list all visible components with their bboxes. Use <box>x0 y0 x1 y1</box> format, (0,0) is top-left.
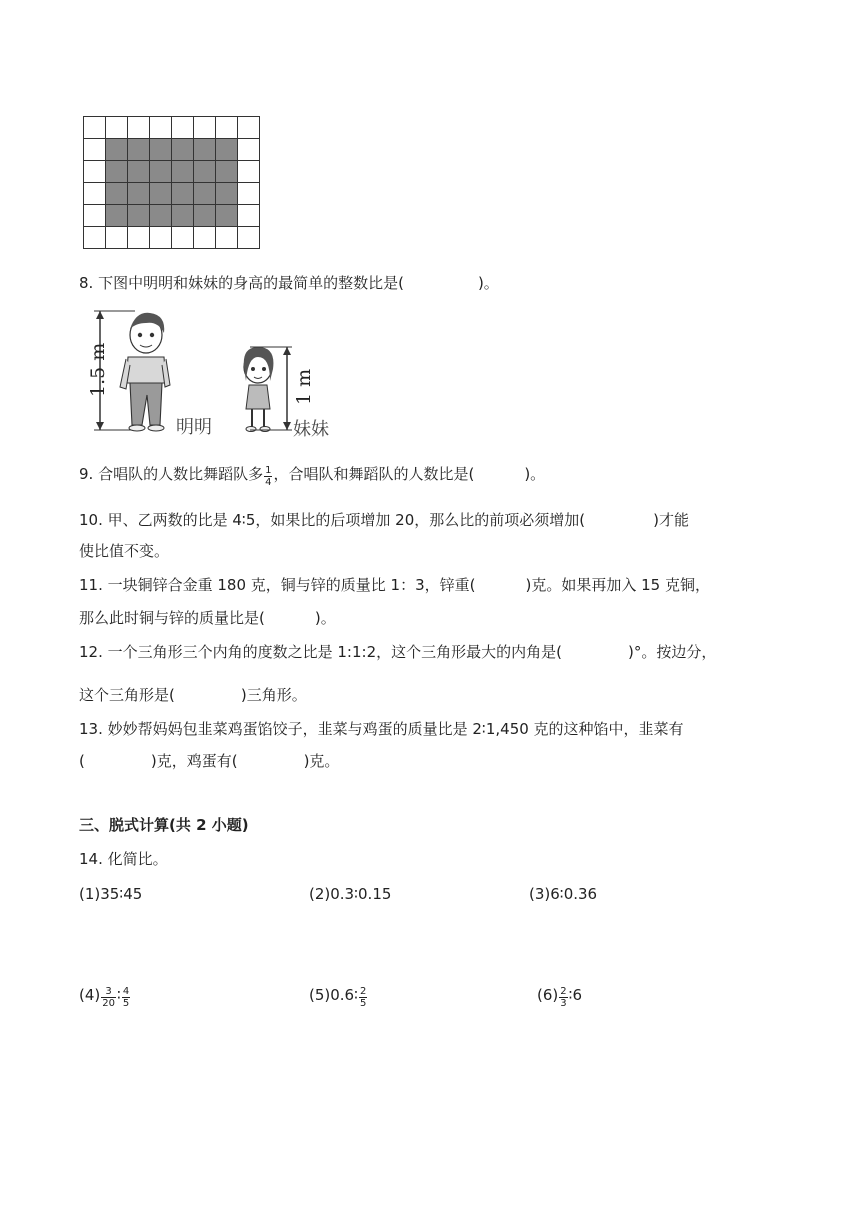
grid-cell <box>238 205 260 227</box>
grid-figure <box>83 116 260 250</box>
grid-cell-shaded <box>194 161 216 183</box>
q14-part-3: (3)6∶0.36 <box>529 885 598 903</box>
boy-illustration <box>120 313 170 431</box>
grid-cell-shaded <box>106 183 128 205</box>
q9-text-2: ，合唱队和舞蹈队的人数比是( <box>273 465 475 483</box>
q14-p6-rest: ∶6 <box>568 986 583 1004</box>
q14-p6-label: (6) <box>537 986 559 1004</box>
q8-end: )。 <box>477 274 499 292</box>
q11-line-2-end: )。 <box>314 609 336 627</box>
q14-p6-den: 3 <box>560 997 567 1009</box>
q14-p5-frac <box>359 986 367 1009</box>
q14-p5-den: 5 <box>360 997 367 1009</box>
question-12-line-1 <box>79 641 716 663</box>
q10-line-2: 使比值不变。 <box>79 542 170 560</box>
question-13-line-1 <box>79 718 684 740</box>
q14-p4-frac-a <box>101 986 116 1009</box>
grid-cell-shaded <box>172 161 194 183</box>
question-10-line-2 <box>79 540 169 562</box>
q14-part-6 <box>537 984 582 1009</box>
grid-cell <box>194 227 216 249</box>
q14-part-2: (2)0.3∶0.15 <box>309 885 392 903</box>
question-8 <box>79 272 499 294</box>
question-11-line-1 <box>79 574 710 596</box>
grid-cell-shaded <box>172 205 194 227</box>
grid-cell-shaded <box>216 161 238 183</box>
grid-cell-shaded <box>216 139 238 161</box>
q14-p4-a-den: 20 <box>102 997 115 1009</box>
q12-text-end: )°。按边分， <box>627 643 717 661</box>
grid-cell-shaded <box>106 205 128 227</box>
q14-part-1: (1)35∶45 <box>79 885 143 903</box>
q9-frac-den: 4 <box>265 476 272 488</box>
grid-cell <box>84 161 106 183</box>
q8-text: 8. 下图中明明和妹妹的身高的最简单的整数比是( <box>79 274 404 292</box>
question-9 <box>79 463 545 488</box>
q12-line-2-end: )三角形。 <box>240 686 307 704</box>
grid-cell-shaded <box>150 161 172 183</box>
grid-cell <box>106 117 128 139</box>
grid-cell <box>238 227 260 249</box>
grid-cell <box>84 227 106 249</box>
grid-cell-shaded <box>106 161 128 183</box>
grid-cell <box>216 117 238 139</box>
grid-cell-shaded <box>128 161 150 183</box>
grid-cell-shaded <box>216 205 238 227</box>
grid-cell <box>106 227 128 249</box>
boy-height-label: 1.5 m <box>87 342 109 397</box>
grid-cell <box>238 117 260 139</box>
grid-cell <box>84 205 106 227</box>
height-figure <box>80 305 350 440</box>
question-13-line-2 <box>79 750 339 772</box>
grid-cell <box>84 117 106 139</box>
question-12-line-2 <box>79 684 307 706</box>
q14-part-4 <box>79 984 131 1009</box>
grid-cell <box>238 183 260 205</box>
grid-cell-shaded <box>172 139 194 161</box>
q9-end: )。 <box>524 465 546 483</box>
q11-text: 11. 一块铜锌合金重 180 克，铜与锌的质量比 1：3，锌重( <box>79 576 476 594</box>
q14-p5-label: (5)0.6∶ <box>309 986 359 1004</box>
q13-end: )克。 <box>303 752 340 770</box>
grid-cell-shaded <box>106 139 128 161</box>
q13-open: ( <box>79 752 85 770</box>
q13-text: 13. 妙妙帮妈妈包韭菜鸡蛋馅饺子，韭菜与鸡蛋的质量比是 2∶1,450 克的这种馅中，韭菜有 <box>79 720 684 738</box>
q14-part-5 <box>309 984 368 1009</box>
grid-cell <box>194 117 216 139</box>
grid-cell-shaded <box>150 183 172 205</box>
question-10-line-1 <box>79 509 689 531</box>
q14-p4-label: (4) <box>79 986 101 1004</box>
q14-p6-num: 2 <box>560 985 567 997</box>
q14-p4-b-den: 5 <box>122 997 130 1009</box>
section-3-heading: 三、脱式计算(共 2 小题) <box>79 816 249 834</box>
grid-cell <box>238 139 260 161</box>
grid-cell-shaded <box>150 205 172 227</box>
grid-cell <box>172 227 194 249</box>
q9-fraction <box>264 465 272 488</box>
grid-cell-shaded <box>194 139 216 161</box>
q12-line-2-text: 这个三角形是( <box>79 686 175 704</box>
grid-cell-shaded <box>216 183 238 205</box>
q9-text: 9. 合唱队的人数比舞蹈队多 <box>79 465 264 483</box>
q14-p4-b-num: 4 <box>122 985 130 997</box>
grid-cell <box>150 117 172 139</box>
grid-cell <box>238 161 260 183</box>
q14-p6-frac <box>559 986 567 1009</box>
q9-frac-num: 1 <box>265 464 272 476</box>
grid-cell <box>216 227 238 249</box>
boy-name-label: 明明 <box>176 417 212 438</box>
grid-cell-shaded <box>128 205 150 227</box>
grid-cell <box>128 227 150 249</box>
grid-cell-shaded <box>194 205 216 227</box>
grid-cell-shaded <box>194 183 216 205</box>
grid-cell-shaded <box>150 139 172 161</box>
q11-text-mid: )克。如果再加入 15 克铜， <box>525 576 710 594</box>
girl-illustration <box>244 347 274 432</box>
question-11-line-2 <box>79 607 336 629</box>
girl-height-label: 1 m <box>293 368 315 405</box>
q13-mid: )克，鸡蛋有( <box>150 752 238 770</box>
girl-name-label: 妹妹 <box>293 419 329 440</box>
grid-cell-shaded <box>128 139 150 161</box>
q10-text: 10. 甲、乙两数的比是 4∶5，如果比的后项增加 20，那么比的前项必须增加( <box>79 511 586 529</box>
grid-cell <box>150 227 172 249</box>
q14-p4-sep: ∶ <box>116 986 121 1004</box>
q14-p4-frac-b <box>122 986 130 1009</box>
q11-line-2-text: 那么此时铜与锌的质量比是( <box>79 609 265 627</box>
grid-cell <box>172 117 194 139</box>
q14-p5-num: 2 <box>360 985 367 997</box>
grid-cell-shaded <box>128 183 150 205</box>
grid-cell <box>84 139 106 161</box>
grid-cell <box>84 183 106 205</box>
q14-p4-a-num: 3 <box>101 986 116 998</box>
question-14-title: 14. 化简比。 <box>79 850 168 868</box>
q12-text: 12. 一个三角形三个内角的度数之比是 1:1:2，这个三角形最大的内角是( <box>79 643 562 661</box>
grid-cell <box>128 117 150 139</box>
grid-cell-shaded <box>172 183 194 205</box>
q10-text-end: )才能 <box>653 511 689 529</box>
